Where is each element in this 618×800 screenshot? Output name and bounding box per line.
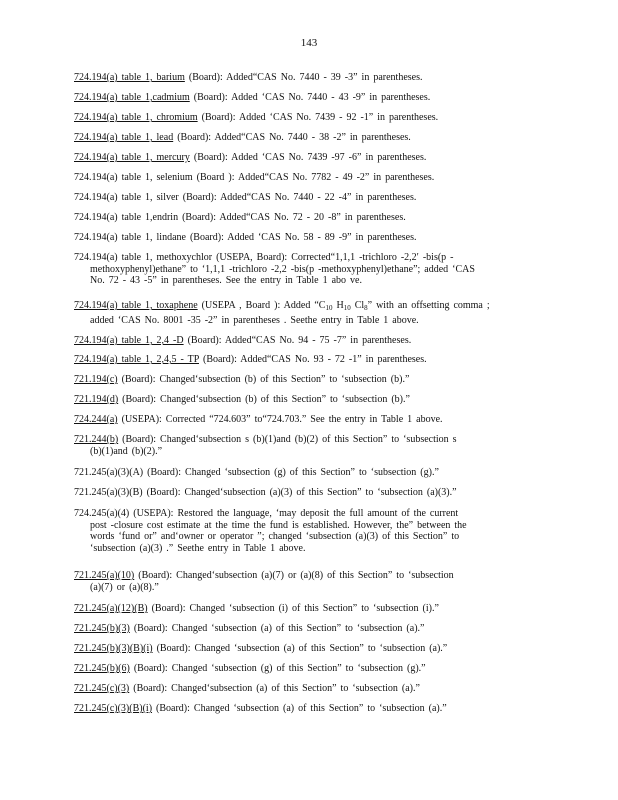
- entry: [74, 623, 544, 635]
- entry-ref: 721.245(c)(3): [74, 683, 130, 694]
- entry-ref: 721.245(c)(3)(B)(i): [74, 703, 153, 714]
- entry-text: ” with an offsetting comma ;: [367, 300, 490, 311]
- entry: [74, 570, 544, 593]
- entry-text: (Board ): Added“CAS No. 7782 - 49 -2” in parentheses.: [196, 172, 435, 183]
- entry: [74, 152, 544, 164]
- entry: [74, 172, 544, 184]
- entry-continuation: ‘subsection (a)(3) .” Seethe entry in Table 1 above.: [90, 542, 306, 554]
- subscript: 10: [325, 304, 333, 312]
- entry: [74, 394, 544, 406]
- entry-text: (Board): Added ‘CAS No. 7439 - 92 -1” in parentheses.: [201, 112, 439, 123]
- entry-text: (Board): Added“CAS No. 94 - 75 -7” in parentheses.: [187, 335, 412, 346]
- entry-text: (Board): Changed‘subsection (b) of this Section” to ‘subsection (b).”: [117, 374, 410, 385]
- entry-text: (Board): Changed‘subsection (b) of this Section” to ‘subsection (b).”: [118, 394, 410, 405]
- entry: [74, 663, 544, 675]
- entry-ref: 724.194(a) table 1,cadmium: [74, 92, 190, 103]
- entry-ref: 721.194(c): [74, 374, 118, 385]
- entry-continuation: (b)(1)and (b)(2).”: [90, 445, 163, 457]
- entry: [74, 434, 544, 457]
- page-number: 143: [300, 37, 318, 49]
- entry: [74, 192, 544, 204]
- entry-continuation: No. 72 - 43 -5” in parentheses. See the entry in Table 1 abo ve.: [90, 275, 362, 286]
- entry-continuation: words ‘fund or” and‘owner or operator ”; changed ‘subsection (a)(3) of this Section” to: [90, 531, 460, 542]
- entry-text: (Board): Changed‘subsection s (b)(1)and (b)(2) of this Section” to ‘subsection s: [118, 434, 457, 445]
- entry-ref: 721.245(b)(6): [74, 663, 130, 674]
- entry-text: (Board): Changed‘subsection (a)(7) or (a)(8) of this Section” to ‘subsection: [134, 570, 454, 581]
- entry-ref: 721.245(a)(3)(B): [74, 487, 143, 498]
- entry-text: (Board): Added ‘CAS No. 58 - 89 -9” in parentheses.: [189, 232, 417, 243]
- entry-ref: 724.194(a) table 1, lindane: [74, 232, 186, 243]
- entry: [74, 374, 544, 386]
- entry-ref: 721.245(b)(3): [74, 623, 130, 634]
- entry-ref: 724.194(a) table 1, silver: [74, 192, 179, 203]
- entry: [74, 252, 544, 287]
- entry-text: (Board): Changed ‘subsection (i) of this Section” to ‘subsection (i).”: [147, 603, 439, 614]
- entry-ref: 724.194(a) table 1, toxaphene: [74, 300, 198, 311]
- entry-ref: 724.194(a) table 1, 2,4,5 - TP: [74, 354, 199, 365]
- entry: [74, 92, 544, 104]
- entry-ref: 721.194(d): [74, 394, 119, 405]
- entry-ref: 721.245(a)(12)(B): [74, 603, 148, 614]
- entry-ref: 724.194(a) table 1, chromium: [74, 112, 198, 123]
- entry-ref: 721.245(b)(3)(B)(i): [74, 643, 153, 654]
- entry-continuation: (a)(7) or (a)(8).”: [90, 581, 159, 593]
- entry-text: (Board): Changed‘subsection (a) of this Section” to ‘subsection (a).”: [129, 683, 420, 694]
- entry-text: (Board): Changed‘subsection (a)(3) of this Section” to ‘subsection (a)(3).”: [142, 487, 457, 498]
- entry: [74, 683, 544, 695]
- entry-text: Cl: [350, 300, 365, 311]
- entry: [74, 300, 544, 326]
- entry-text: (USEPA, Board): Corrected“1,1,1 -trichloro -2,2′ -bis(p -: [216, 252, 454, 263]
- entry-text: (Board): Added ‘CAS No. 7439 -97 -6” in parentheses.: [193, 152, 427, 163]
- entry: [74, 603, 544, 615]
- entry-text: (Board): Changed ‘subsection (g) of this Section” to ‘subsection (g).”: [129, 663, 426, 674]
- entry-ref: 721.245(a)(3)(A): [74, 467, 144, 478]
- entry-ref: 724.194(a) table 1,endrin: [74, 212, 179, 223]
- entry-ref: 724.194(a) table 1, mercury: [74, 152, 190, 163]
- entry-text: (Board): Added ‘CAS No. 7440 - 43 -9” in parentheses.: [193, 92, 431, 103]
- subscript: 10: [343, 304, 351, 312]
- entry: [74, 212, 544, 224]
- entry-continuation: post -closure cost estimate at the time the fund is established. However, the” between the: [90, 519, 467, 531]
- entry-text: (Board): Added“CAS No. 93 - 72 -1” in parentheses.: [202, 354, 427, 365]
- entry-text: (Board): Added“CAS No. 7440 - 38 -2” in parentheses.: [177, 132, 411, 143]
- entry-text: (Board): Added“CAS No. 7440 - 22 -4” in parentheses.: [182, 192, 417, 203]
- entry-text: (Board): Changed ‘subsection (a) of this Section” to ‘subsection (a).”: [129, 623, 425, 634]
- entry-ref: 721.245(a)(10): [74, 570, 135, 581]
- entry: [74, 232, 544, 244]
- entry-text: (USEPA): Corrected “724.603” to“724.703.” See the entry in Table 1 above.: [117, 414, 443, 425]
- entry-text: (Board): Changed ‘subsection (g) of this Section” to ‘subsection (g).”: [143, 467, 439, 478]
- entry: [74, 703, 544, 715]
- entry-text: H: [332, 300, 344, 311]
- entry-text: (Board): Changed ‘subsection (a) of this Section” to ‘subsection (a).”: [152, 703, 447, 714]
- entry: [74, 643, 544, 655]
- entry: [74, 335, 544, 347]
- entry-ref: 724.244(a): [74, 414, 118, 425]
- entry: [74, 72, 544, 84]
- entry-ref: 724.245(a)(4): [74, 508, 130, 519]
- entry-text: (Board): Changed ‘subsection (a) of this Section” to ‘subsection (a).”: [152, 643, 448, 654]
- entry: [74, 467, 544, 479]
- entry: [74, 132, 544, 144]
- entry-ref: 724.194(a) table 1, selenium: [74, 172, 193, 183]
- entry: [74, 354, 544, 366]
- entry-ref: 724.194(a) table 1, barium: [74, 72, 185, 83]
- entry-ref: 724.194(a) table 1, lead: [74, 132, 174, 143]
- entry-continuation: added ‘CAS No. 8001 -35 -2” in parentheses . Seethe entry in Table 1 above.: [90, 314, 419, 326]
- entry-continuation: methoxyphenyl)ethane” to ‘1,1,1 -trichloro -2,2 -bis(p -methoxyphenyl)ethane”; added ‘CAS: [90, 263, 475, 275]
- entry-ref: 724.194(a) table 1, methoxychlor: [74, 252, 213, 263]
- entry-ref: 721.244(b): [74, 434, 119, 445]
- entry: [74, 112, 544, 124]
- entry-text: (USEPA): Restored the language, ‘may deposit the full amount of the current: [129, 508, 459, 519]
- entry: [74, 487, 544, 499]
- entry-text: (USEPA , Board ): Added “C: [201, 300, 326, 311]
- subscript: 8: [364, 304, 368, 312]
- entry: [74, 508, 544, 554]
- entry-ref: 724.194(a) table 1, 2,4 -D: [74, 335, 184, 346]
- entry-text: (Board): Added“CAS No. 7440 - 39 -3” in parentheses.: [188, 72, 423, 83]
- entry: [74, 414, 544, 426]
- entry-text: (Board): Added“CAS No. 72 - 20 -8” in parentheses.: [182, 212, 406, 223]
